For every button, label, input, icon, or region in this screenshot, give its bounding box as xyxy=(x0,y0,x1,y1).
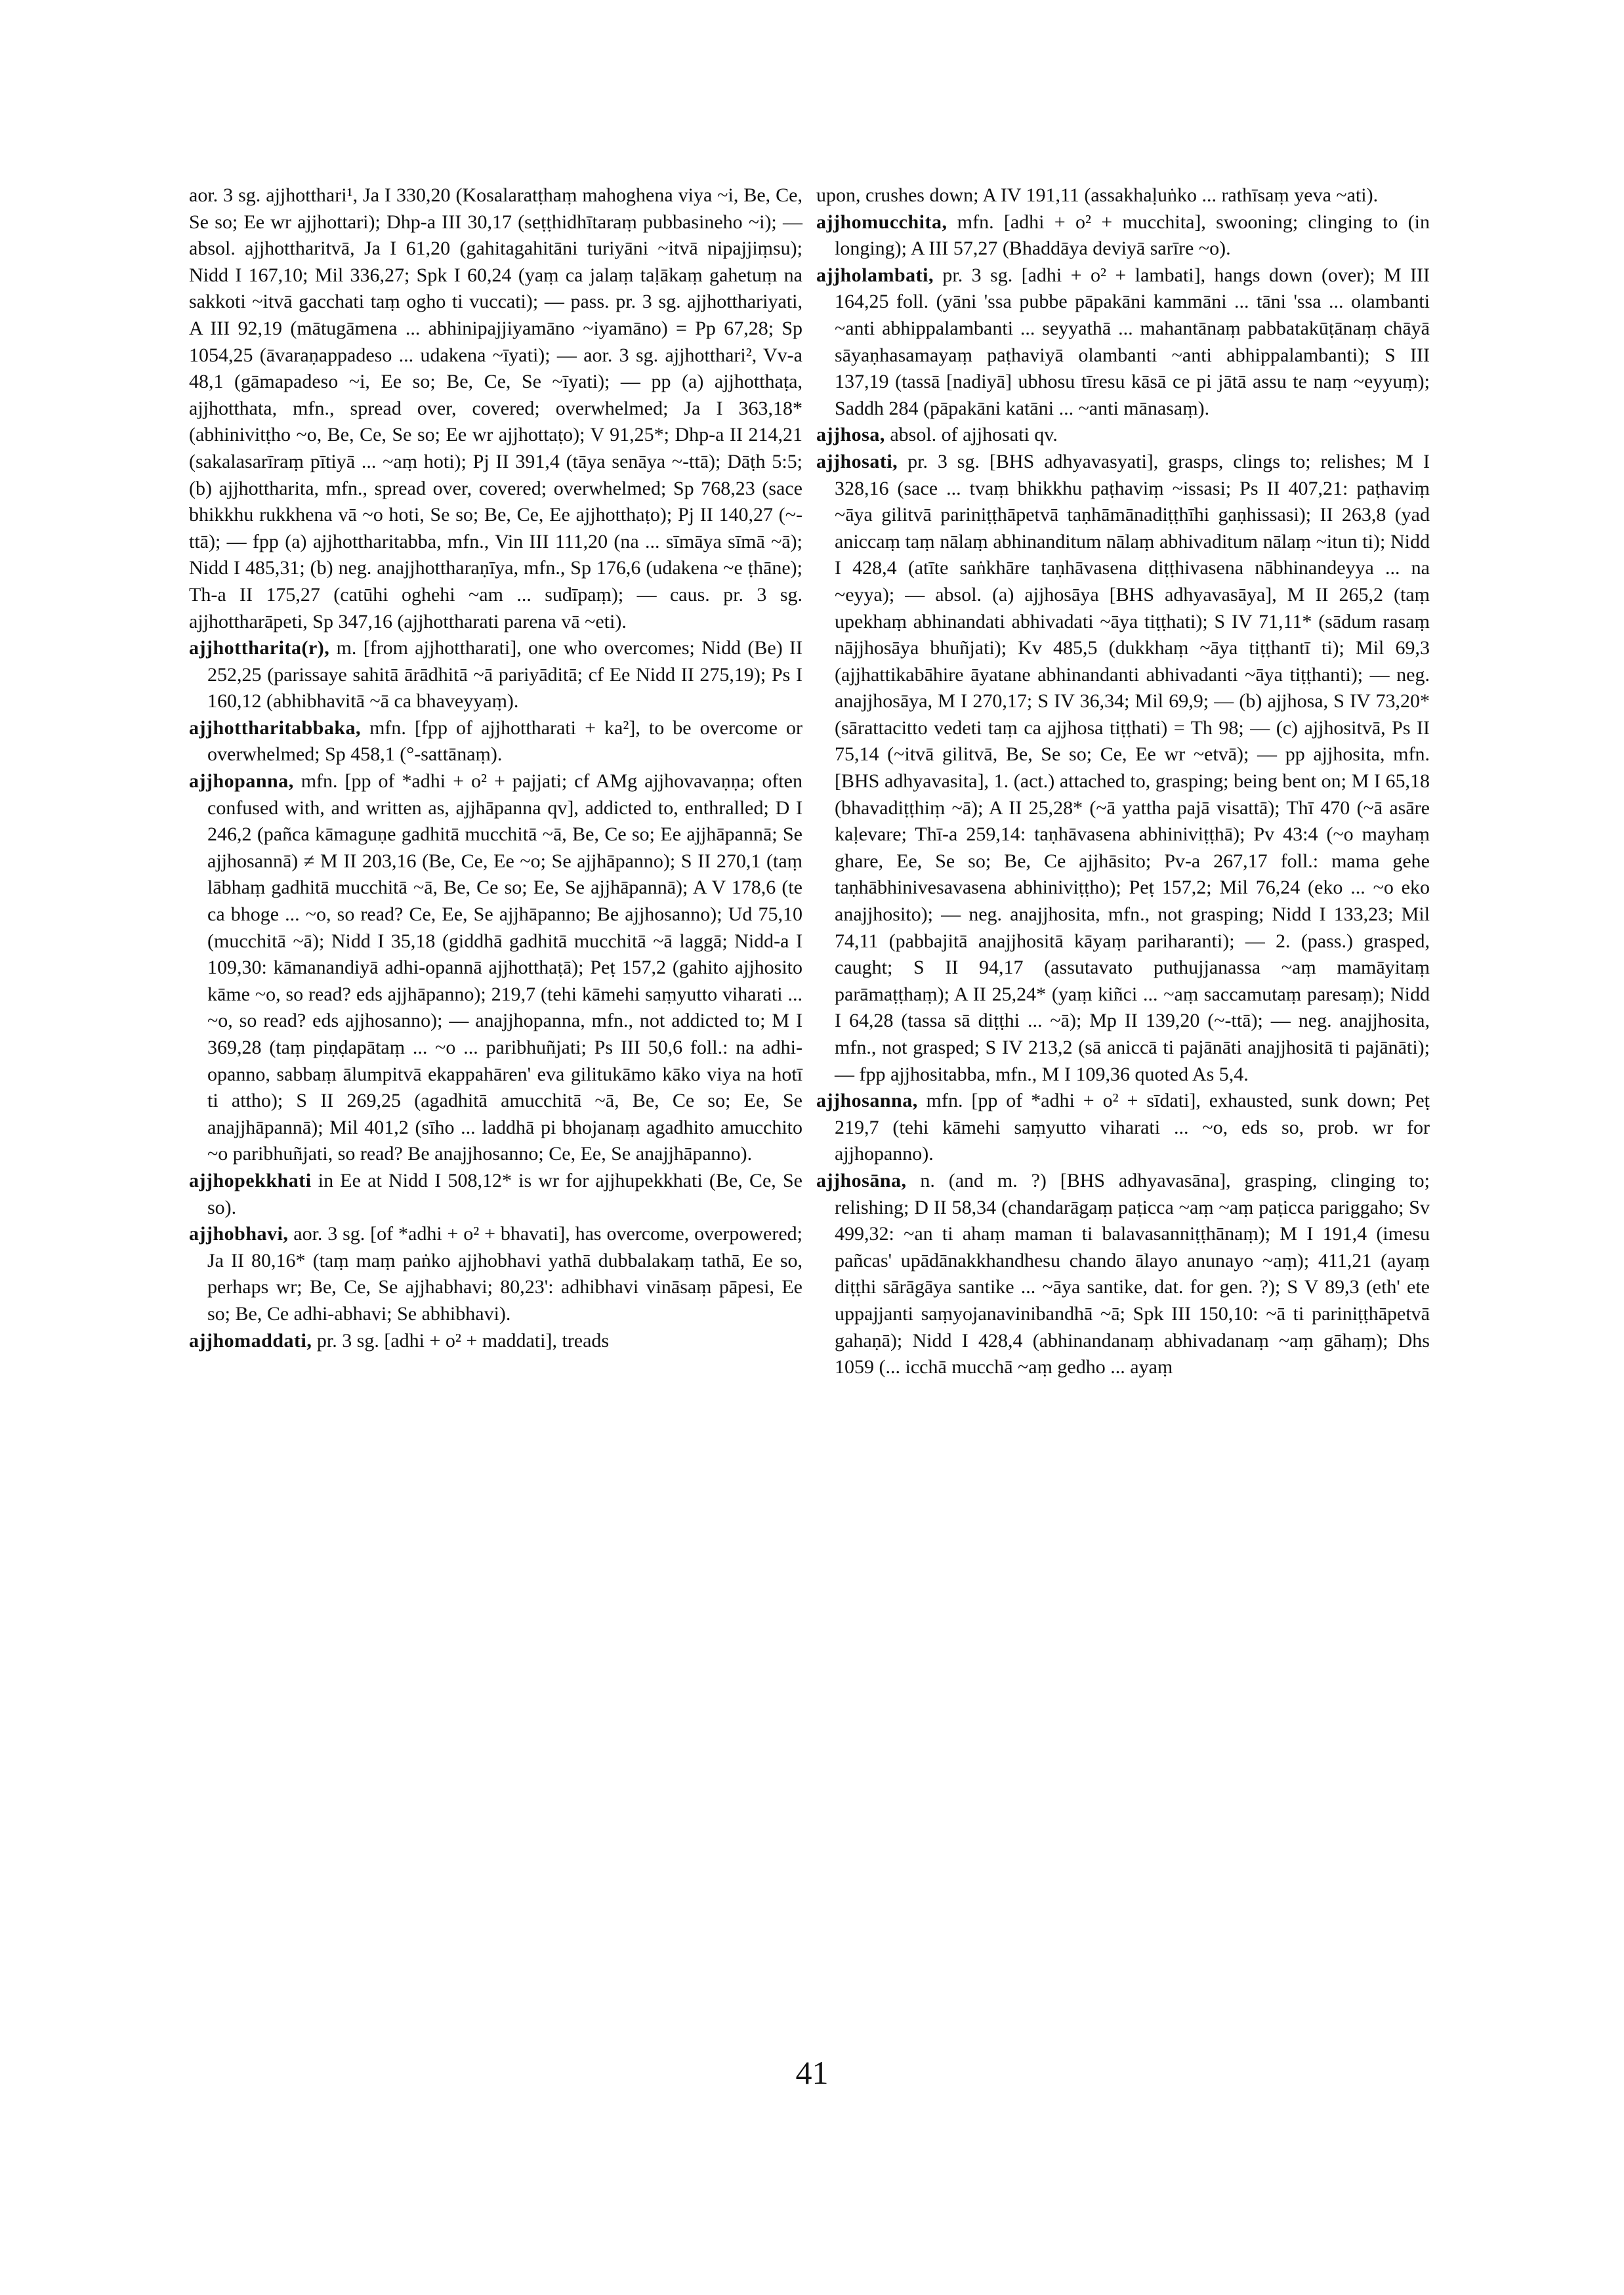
entry-headword: ajjhosāna, xyxy=(816,1169,907,1191)
dictionary-entry xyxy=(816,262,1430,423)
entry-text: pr. 3 sg. [adhi + o² + maddati], treads xyxy=(316,1329,610,1352)
dictionary-entry xyxy=(816,449,1430,1088)
entry-text: aor. 3 sg. [of *adhi + o² + bhavati], has overcome, overpowered; Ja II 80,16* (taṃ maṃ paṅko ajjhobhavi yathā dubbalakaṃ tathā, Ee so, perhaps wr; Be, Ce, Se ajjhabhavi; 80,23': adhibhavi vināsaṃ pāpesi, Ee so; Be, Ce adhi-abhavi; Se abhibhavi). xyxy=(207,1223,802,1325)
dictionary-entry xyxy=(816,422,1430,449)
entry-headword: ajjhomucchita, xyxy=(816,211,947,233)
page-number: 41 xyxy=(795,2054,829,2091)
entry-text: pr. 3 sg. [adhi + o² + lambati], hangs down (over); M III 164,25 foll. (yāni 'ssa pubbe pāpakāni kammāni ... tāni 'ssa ... olambanti ~anti abhippalambanti ... seyyathā ... mahantānaṃ pabbatakūṭānaṃ chāyā sāyaṇhasamayaṃ paṭhaviyā olambanti ~anti abhippalambanti); S III 137,19 (tassā [nadiyā] ubhosu tīresu kāsā ce pi jātā assu te naṃ ~eyyuṃ); Saddh 284 (pāpakāni katāni ... ~anti mānasaṃ). xyxy=(835,264,1430,419)
dictionary-entry xyxy=(189,182,802,635)
entry-text: n. (and m. ?) [BHS adhyavasāna], grasping, clinging to; relishing; D II 58,34 (chandarāgaṃ paṭicca ~aṃ ~aṃ paṭicca pariggaho; Sv 499,32: ~an ti ahaṃ maman ti balavasanniṭṭhānaṃ); M I 191,4 (imesu pañcas' upādānakkhandhesu chando ālayo anunayo ~aṃ); 411,21 (ayaṃ diṭṭhi sārāgāya santike ... ~āya santike, dat. for gen. ?); S V 89,3 (eth' ete uppajjanti saṃyojanavinibandhā ~ā; Spk III 150,10: ~ā ti pariniṭṭhāpetvā gahaṇā); Nidd I 428,4 (abhinandanaṃ abhivadanaṃ ~aṃ gāhaṃ); Dhs 1059 (... icchā mucchā ~aṃ gedho ... ayaṃ xyxy=(835,1169,1430,1378)
dictionary-entry xyxy=(189,635,802,715)
dictionary-entry xyxy=(816,1168,1430,1381)
entry-headword: ajjholambati, xyxy=(816,264,934,286)
entry-headword: ajjhopanna, xyxy=(189,770,294,793)
entry-text: aor. 3 sg. ajjhotthari¹, Ja I 330,20 (Kosalaratṭhaṃ mahoghena viya ~i, Be, Ce, Se so; Ee wr ajjhottari); Dhp-a III 30,17 (seṭṭhidhītaraṃ pubbasineho ~i); — absol. ajjhottharitvā, Ja I 61,20 (gahitagahitāni turiyāni ~itvā nipajjiṃsu); Nidd I 167,10; Mil 336,27; Spk I 60,24 (yaṃ ca jalaṃ taḷākaṃ gahetuṃ na sakkoti ~itvā gacchati taṃ ogho ti vuccati); — pass. pr. 3 sg. ajjhotthariyati, A III 92,19 (mātugāmena ... abhinipajjiyamāno ~iyamāno) = Pp 67,28; Sp 1054,25 (āvaraṇappadeso ... udakena ~īyati); — aor. 3 sg. ajjhotthari², Vv-a 48,1 (gāmapadeso ~i, Ee so; Be, Ce, Se ~īyati); — pp (a) ajjhotthaṭa, ajjhotthata, mfn., spread over, covered; overwhelmed; Ja I 363,18* (abhinivitṭho ~o, Be, Ce, Se so; Ee wr ajjhottaṭo); V 91,25*; Dhp-a II 214,21 (sakalasarīraṃ pītiyā ... ~aṃ hoti); Pj II 391,4 (tāya senāya ~-ttā); Dāṭh 5:5; (b) ajjhottharita, mfn., spread over, covered; overwhelmed; Sp 768,23 (sace bhikkhu rukkhena vā ~o hoti, Se so; Be, Ce, Ee ajjhotthaṭo); Pj II 140,27 (~-ttā); — fpp (a) ajjhottharitabba, mfn., Vin III 111,20 (na ... sīmāya sīmā ~ā); Nidd I 485,31; (b) neg. anajjhottharaṇīya, mfn., Sp 176,6 (udakena ~e ṭhāne); Th-a II 175,27 (catūhi oghehi ~am ... sudīpaṃ); — caus. pr. 3 sg. ajjhottharāpeti, Sp 347,16 (ajjhottharati parena vā ~eti). xyxy=(189,184,802,632)
dictionary-entry xyxy=(189,1221,802,1327)
dictionary-entry xyxy=(189,1328,802,1355)
entry-headword: ajjhobhavi, xyxy=(189,1223,289,1245)
left-column xyxy=(189,182,802,1354)
dictionary-entry xyxy=(816,209,1430,262)
entry-text: mfn. [pp of *adhi + o² + sīdati], exhausted, sunk down; Peṭ 219,7 (tehi kāmehi saṃyutto viharati ... ~o, eds so, prob. wr for ajjhopanno). xyxy=(835,1090,1430,1165)
dictionary-entry xyxy=(189,768,802,1168)
entry-text: in Ee at Nidd I 508,12* is wr for ajjhupekkhati (Be, Ce, Se so). xyxy=(207,1169,802,1218)
dictionary-entry xyxy=(816,182,1430,209)
entry-headword: ajjhosanna, xyxy=(816,1090,918,1112)
entry-headword: ajjhosati, xyxy=(816,450,898,472)
entry-text: m. [from ajjhottharati], one who overcomes; Nidd (Be) II 252,25 (parissaye sahitā ārādhitā ~ā pariyāditā; cf Ee Nidd II 275,19); Ps I 160,12 (abhibhavitā ~ā ca bhaveyyaṃ). xyxy=(207,637,803,713)
entry-text: pr. 3 sg. [BHS adhyavasyati], grasps, clings to; relishes; M I 328,16 (sace ... tvaṃ bhikkhu paṭhaviṃ ~issasi; Ps II 407,21: paṭhaviṃ ~āya gilitvā pariniṭṭhāpetvā taṇhāmānadiṭṭhīhi gaṇhissasi); II 263,8 (yad aniccaṃ taṃ nālaṃ abhinanditum nālaṃ abhivaditum nālaṃ ~itun ti); Nidd I 428,4 (atīte saṅkhāre taṇhāvasena diṭṭhivasena nābhinandeyya ... na ~eyya); — absol. (a) ajjhosāya [BHS adhyavasāya], M II 265,2 (taṃ upekhaṃ abhinandati abhivadati ~āya tiṭṭhati); S IV 71,11* (sādum rasaṃ nājjhosāya bhuñjati); Kv 485,5 (dukkhaṃ ~āya tiṭṭhantī ti); Mil 69,3 (ajjhattikabāhire āyatane abhinandanti abhivadanti ~āya tiṭṭhanti); — neg. anajjhosāya, M I 270,17; S IV 36,34; Mil 69,9; — (b) ajjhosa, S IV 73,20* (sārattacitto vedeti taṃ ca ajjhosa tiṭṭhati) = Th 98; — (c) ajjhositvā, Ps II 75,14 (~itvā gilitvā, Be, Se so; Ce, Ee wr ~etvā); — pp ajjhosita, mfn. [BHS adhyavasita], 1. (act.) attached to, grasping; being bent on; M I 65,18 (bhavadiṭṭhiṃ ~ā); A II 25,28* (~ā yattha pajā visattā); Thī 470 (~ā asāre kaḷevare; Thī-a 259,14: taṇhāvasena abhiniviṭṭhā); Pv 43:4 (~o mayhaṃ ghare, Ee, Se so; Be, Ce ajjhāsito; Pv-a 267,17 foll.: mama gehe taṇhābhinivesavasena abhiniviṭṭho); Peṭ 157,2; Mil 76,24 (eko ... ~o eko anajjhosito); — neg. anajjhosita, mfn., not grasping; Nidd I 133,23; Mil 74,11 (pabbajitā anajjhositā kāyaṃ pariharanti); — 2. (pass.) grasped, caught; S II 94,17 (assutavato puthujjanassa ~aṃ mamāyitaṃ parāmaṭṭhaṃ); A II 25,24* (yaṃ kiñci ... ~aṃ saccamutaṃ paresaṃ); Nidd I 64,28 (tassa sā diṭṭhi ... ~ā); Mp II 139,20 (~-ttā); — neg. anajjhosita, mfn., not grasped; S IV 213,2 (sā aniccā ti pajānāti anajjhositā ti pajānāti); — fpp ajjhositabba, mfn., M I 109,36 quoted As 5,4. xyxy=(835,450,1430,1085)
entry-text: mfn. [fpp of ajjhottharati + ka²], to be overcome or overwhelmed; Sp 458,1 (°-sattānaṃ). xyxy=(207,716,803,766)
entry-headword: ajjhomaddati, xyxy=(189,1329,312,1352)
dictionary-entry xyxy=(189,1168,802,1221)
right-column xyxy=(816,182,1430,1381)
dictionary-entry xyxy=(189,715,802,768)
entry-headword: ajjhosa, xyxy=(816,424,885,446)
entry-headword: ajjhottharita(r), xyxy=(189,637,330,659)
entry-text: absol. of ajjhosati qv. xyxy=(890,424,1058,446)
entry-text: mfn. [pp of *adhi + o² + pajjati; cf AMg ajjhovavaṇṇa; often confused with, and written as, ajjhāpanna qv], addicted to, enthralled; D I 246,2 (pañca kāmaguṇe gadhitā mucchitā ~ā, Be, Ce so; Ee ajjhāpannā; Se ajjhosannā) ≠ M II 203,16 (Be, Ce, Ee ~o; Se ajjhāpanno); S II 270,1 (taṃ lābhaṃ gadhitā mucchitā ~ā, Be, Ce so; Ee, Se ajjhāpannā); A V 178,6 (te ca bhoge ... ~o, so read? Ce, Ee, Se ajjhāpanno; Be ajjhosanno); Ud 75,10 (mucchitā ~ā); Nidd I 35,18 (giddhā gadhitā mucchitā ~ā laggā; Nidd-a I 109,30: kāmanandiyā adhi-opannā ajjhotthaṭā); Peṭ 157,2 (gahito ajjhosito kāme ~o, so read? eds ajjhāpanno); 219,7 (tehi kāmehi saṃyutto viharati ... ~o, so read? eds ajjhosanno); — anajjhopanna, mfn., not addicted to; M I 369,28 (taṃ piṇḍapātaṃ ... ~o ... paribhuñjati; Ps III 50,6 foll.: na adhi-opanno, sabbaṃ ālumpitvā ekappahāren' eva gilitukāmo kāko viya na hotī ti attho); S II 269,25 (agadhitā amucchitā ~ā, Be, Ce so; Ee, Se anajjhāpannā); Mil 401,2 (sīho ... laddhā pi bhojanaṃ agadhito amucchito ~o paribhuñjati, so read? Be anajjhosanno; Ce, Ee, Se anajjhāpanno). xyxy=(207,770,802,1165)
entry-headword: ajjhottharitabbaka, xyxy=(189,716,362,739)
entry-text: upon, crushes down; A IV 191,11 (assakhaḷuṅko ... rathīsaṃ yeva ~ati). xyxy=(816,184,1379,206)
entry-headword: ajjhopekkhati xyxy=(189,1169,312,1191)
entry-text: mfn. [adhi + o² + mucchita], swooning; clinging to (in longing); A III 57,27 (Bhaddāya deviyā sarīre ~o). xyxy=(835,211,1430,260)
dictionary-entry xyxy=(816,1088,1430,1168)
